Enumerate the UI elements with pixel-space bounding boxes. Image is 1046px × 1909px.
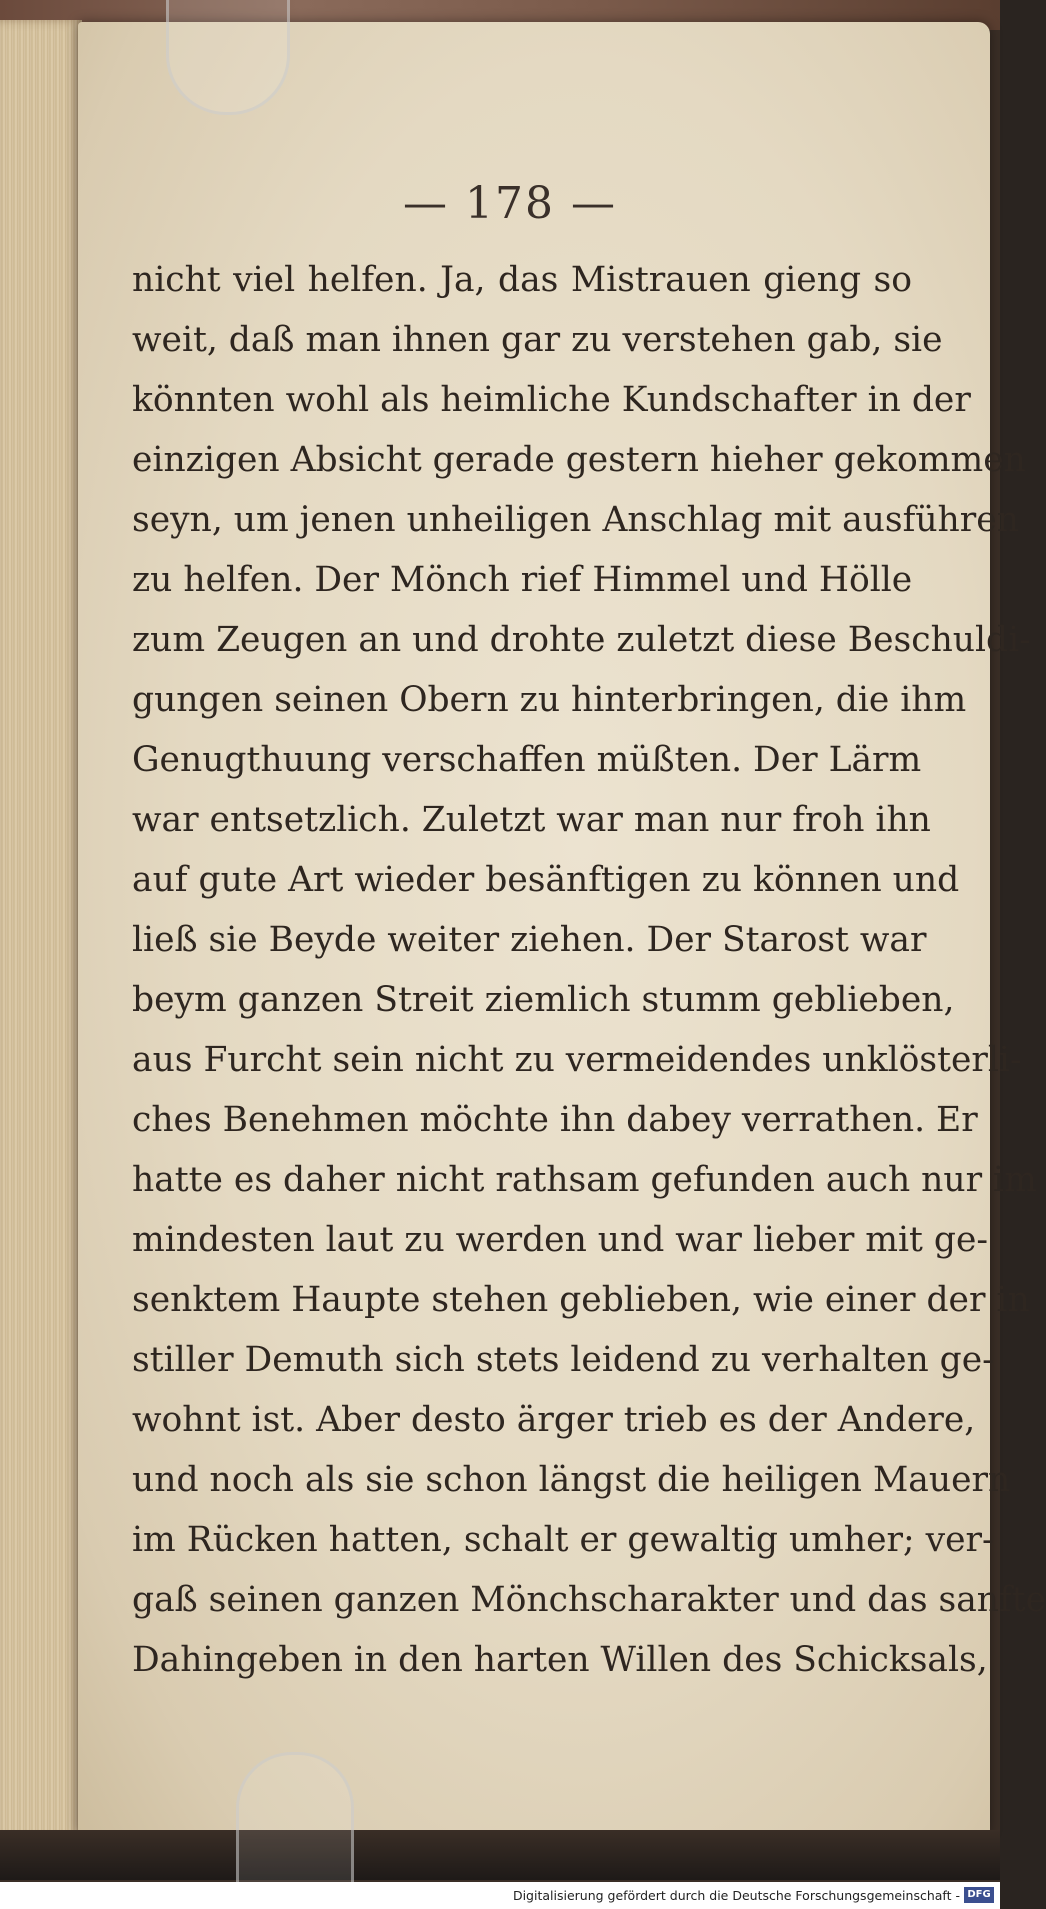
text-line: zu helfen. Der Mönch rief Himmel und Hölle [132, 560, 913, 600]
text-line: senktem Haupte stehen geblieben, wie einer der in [132, 1280, 1030, 1320]
text-line: gungen seinen Obern zu hinterbringen, die ihm [132, 680, 967, 720]
page-clip-bottom [236, 1752, 354, 1885]
text-line: und noch als sie schon längst die heiligen Mauern [132, 1460, 1011, 1500]
text-line: weit, daß man ihnen gar zu verstehen gab, sie [132, 320, 943, 360]
text-line: gaß seinen ganzen Mönchscharakter und das sanfte [132, 1580, 1046, 1620]
book-page-edges [0, 20, 82, 1840]
text-line: Dahingeben in den harten Willen des Schicksals, [132, 1640, 988, 1680]
page-number: — 178 — [403, 178, 617, 229]
text-line: im Rücken hatten, schalt er gewaltig umher; ver- [132, 1520, 994, 1560]
text-line: hatte es daher nicht rathsam gefunden auch nur im [132, 1160, 1037, 1200]
body-text [132, 250, 1046, 1690]
text-line: seyn, um jenen unheiligen Anschlag mit ausführen [132, 500, 1019, 540]
text-line: ches Benehmen möchte ihn dabey verrathen. Er [132, 1100, 978, 1140]
text-line: auf gute Art wieder besänftigen zu können und [132, 860, 960, 900]
text-line: war entsetzlich. Zuletzt war man nur froh ihn [132, 800, 931, 840]
text-line: aus Furcht sein nicht zu vermeidendes unklösterli- [132, 1040, 1022, 1080]
text-line: Genugthuung verschaffen müßten. Der Lärm [132, 740, 922, 780]
text-line: einzigen Absicht gerade gestern hieher gekommen [132, 440, 1026, 480]
scan-bottom-band [0, 1830, 1000, 1880]
text-line: könnten wohl als heimliche Kundschafter in der [132, 380, 971, 420]
page-clip-top [166, 0, 290, 115]
funding-credit: Digitalisierung gefördert durch die Deutsche Forschungsgemeinschaft - [512, 1888, 960, 1903]
text-line: nicht viel helfen. Ja, das Mistrauen gieng so [132, 260, 912, 300]
dfg-logo: DFG [964, 1887, 994, 1903]
text-line: ließ sie Beyde weiter ziehen. Der Starost war [132, 920, 927, 960]
text-line: stiller Demuth sich stets leidend zu verhalten ge- [132, 1340, 994, 1380]
text-line: wohnt ist. Aber desto ärger trieb es der Andere, [132, 1400, 976, 1440]
text-line: mindesten laut zu werden und war lieber mit ge- [132, 1220, 989, 1260]
text-line: zum Zeugen an und drohte zuletzt diese Beschuldi- [132, 620, 1031, 660]
text-line: beym ganzen Streit ziemlich stumm geblieben, [132, 980, 955, 1020]
